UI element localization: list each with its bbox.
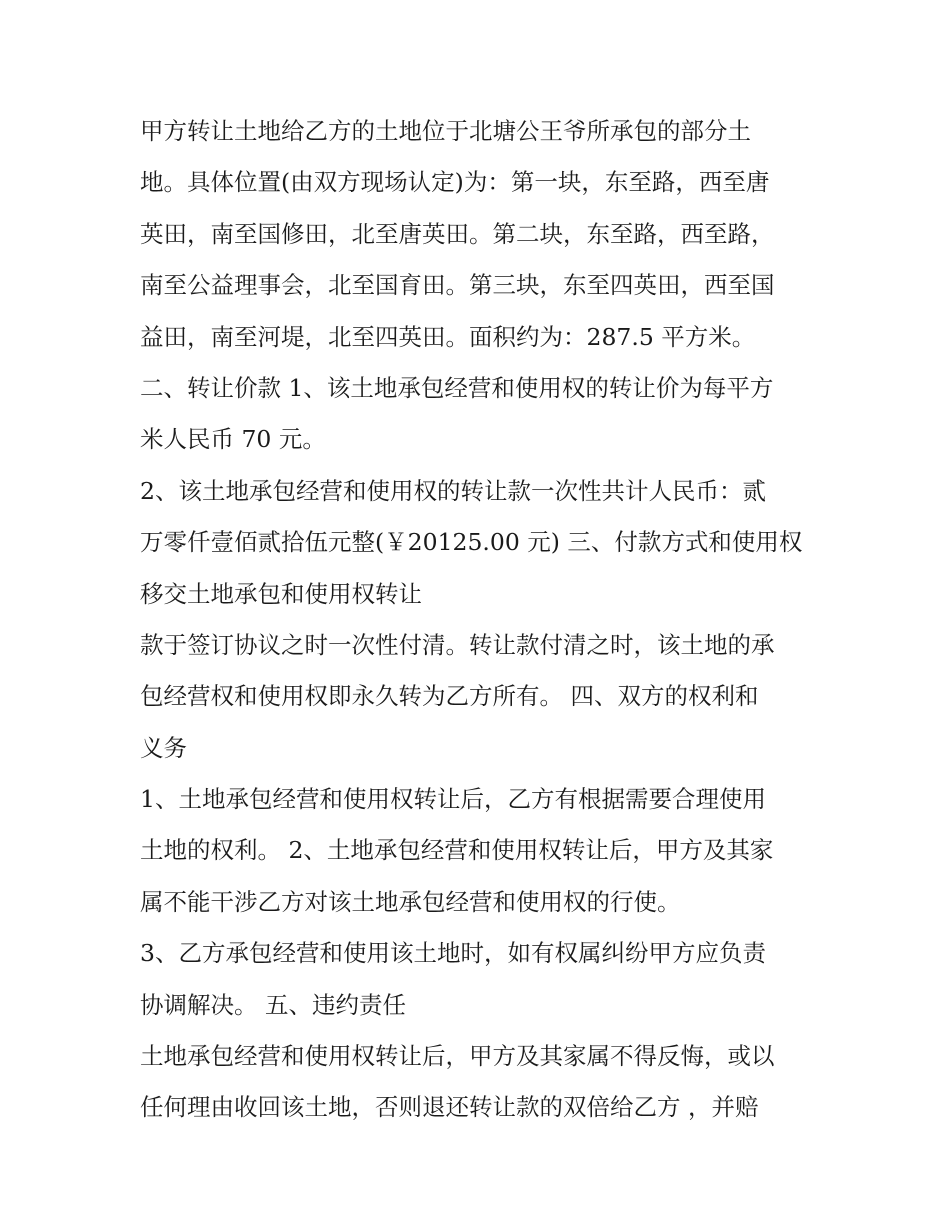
text-line: 二、转让价款 1、该土地承包经营和使用权的转让价为每平方 [140,373,774,402]
text-line: 南至公益理事会，北至国育田。第三块，东至四英田，西至国 [140,271,775,300]
text-line: 属不能干涉乙方对该土地承包经营和使用权的行使。 [140,887,681,916]
text-line: 甲方转让土地给乙方的土地位于北塘公王爷所承包的部分土 [140,117,751,145]
text-line: 协调解决。 五、违约责任 [140,990,406,1019]
text-line: 移交土地承包和使用权转让 [140,579,422,608]
text-line: 包经营权和使用权即永久转为乙方所有。 四、双方的权利和 [140,682,759,711]
text-line: 万零仟壹佰贰拾伍元整(￥20125.00 元) 三、付款方式和使用权 [140,528,803,557]
text-line: 益田，南至河堤，北至四英田。面积约为：287.5 平方米。 [140,322,756,351]
text-line: 款于签订协议之时一次性付清。转让款付清之时，该土地的承 [140,630,775,659]
text-line: 米人民币 70 元。 [140,425,326,454]
text-line: 任何理由收回该土地，否则退还转让款的双倍给乙方 ，并赔 [140,1093,759,1122]
text-line: 土地的权利。 2、土地承包经营和使用权转让后，甲方及其家 [140,836,774,865]
text-line: 1、土地承包经营和使用权转让后，乙方有根据需要合理使用 [140,785,766,814]
text-line: 3、乙方承包经营和使用该土地时，如有权属纠纷甲方应负责 [140,939,766,968]
text-line: 义务 [140,733,187,762]
text-line: 2、该土地承包经营和使用权的转让款一次性共计人民币：贰 [140,476,766,505]
text-line: 土地承包经营和使用权转让后，甲方及其家属不得反悔，或以 [140,1042,775,1071]
text-line: 地。具体位置(由双方现场认定)为：第一块，东至路，西至唐 [140,168,770,197]
document-body [140,106,820,1134]
text-line: 英田，南至国修田，北至唐英田。第二块，东至路，西至路， [140,219,775,248]
